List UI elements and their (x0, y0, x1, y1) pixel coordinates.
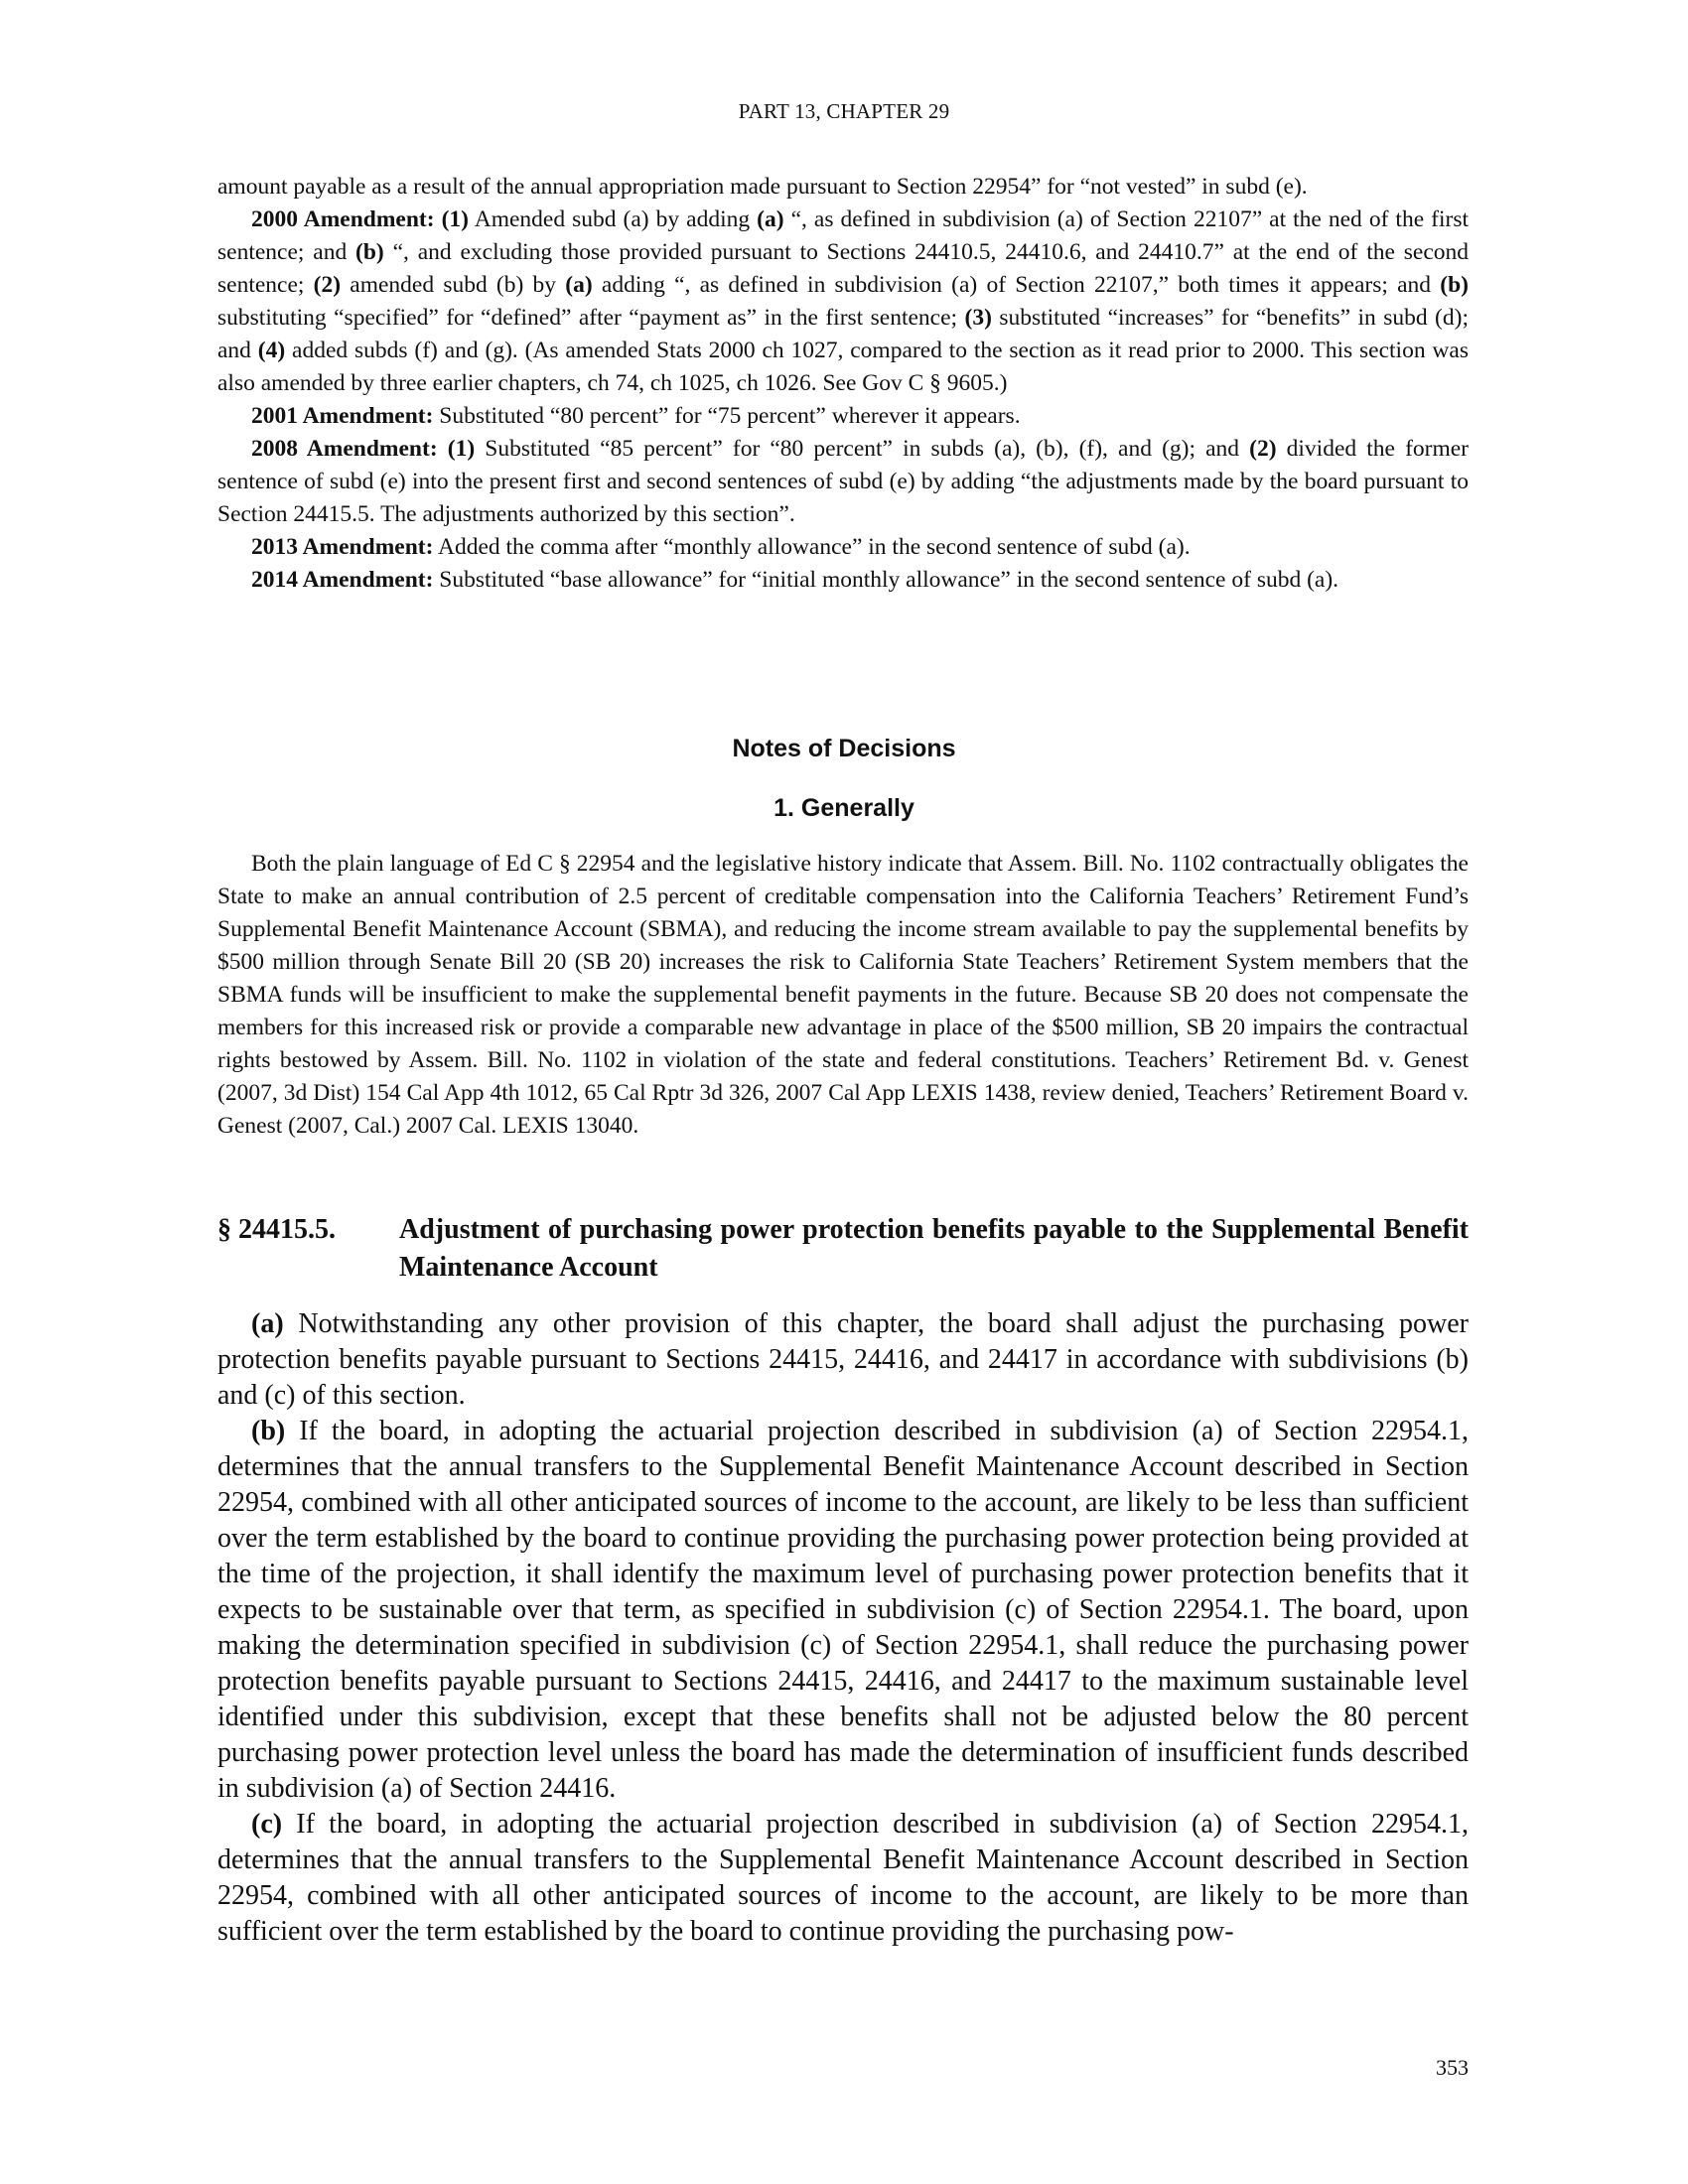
subdivision-label: (a) (251, 1308, 284, 1339)
page-number: 353 (1436, 2055, 1469, 2080)
subdivision-label: (c) (251, 1809, 283, 1840)
subdivision-label: (b) (251, 1416, 286, 1446)
section-title: Adjustment of purchasing power protection benefits payable to the Supplemental Benefit Maintenance Account (399, 1214, 1469, 1283)
amendment-history (217, 171, 1469, 597)
running-head: PART 13, CHAPTER 29 (738, 99, 950, 123)
decision-note: Both the plain language of Ed C § 22954 and the legislative history indicate that Assem. Bill. No. 1102 contractually obligates the State to make an annual contribution of 2.5 percent of creditable compensation into the California Teachers’ Retirement Fund’s Supplemental Benefit Maintenance Account (SBMA), and reducing the income stream available to pay the supplemental benefits by $500 million through Senate Bill 20 (SB 20) increases the risk to California State Teachers’ Retirement System members that the SBMA funds will be insufficient to make the supplemental benefit payments in the future. Because SB 20 does not compensate the members for this increased risk or provide a comparable new advantage in place of the $500 million, SB 20 impairs the contractual rights bestowed by Assem. Bill. No. 1102 in violation of the state and federal constitutions. Teachers’ Retirement Bd. v. Genest (2007, 3d Dist) 154 Cal App 4th 1012, 65 Cal Rptr 3d 326, 2007 Cal App LEXIS 1438, review denied, Teachers’ Retirement Board v. Genest (2007, Cal.) 2007 Cal. LEXIS 13040. (217, 851, 1469, 1139)
generally-subheading: 1. Generally (774, 794, 914, 822)
subdivision-c: (c) If the board, in adopting the actuarial projection described in subdivision (a) of Section 22954.1, determines that the annual transfers to the Supplemental Benefit Maintenance Account described in Section 22954, combined with all other anticipated sources of income to the account, are likely to be more than sufficient over the term established by the board to continue providing the purchasing pow- (217, 1809, 1469, 1947)
amendment-2014: 2014 Amendment: Substituted “base allowance” for “initial monthly allowance” in the second sentence of subd (a). (251, 567, 1339, 593)
section-number: § 24415.5. (217, 1214, 336, 1245)
amendment-label: 2013 Amendment: (251, 534, 434, 560)
history-continuation: amount payable as a result of the annual appropriation made pursuant to Section 22954” for “not vested” in subd (e). (217, 174, 1308, 200)
subdivision-a: (a) Notwithstanding any other provision of this chapter, the board shall adjust the purchasing power protection benefits payable pursuant to Sections 24415, 24416, and 24417 in accordance with subdivisions (b) and (c) of this section. (217, 1308, 1469, 1411)
amendment-2008: 2008 Amendment: (1) Substituted “85 percent” for “80 percent” in subds (a), (b), (f), and (g); and (2) divided the former sentence of subd (e) into the present first and second sentences of subd (e) by adding “the adjustments made by the board pursuant to Section 24415.5. The adjustments authorized by this section”. (217, 436, 1470, 527)
amendment-label: 2014 Amendment: (251, 567, 434, 593)
amendment-label: 2000 Amendment: (251, 206, 435, 232)
amendment-2013: 2013 Amendment: Added the comma after “monthly allowance” in the second sentence of subd (a). (251, 534, 1191, 560)
amendment-label: 2001 Amendment: (251, 403, 434, 429)
amendment-label: 2008 Amendment: (251, 436, 438, 462)
amendment-2001: 2001 Amendment: Substituted “80 percent” for “75 percent” wherever it appears. (251, 403, 1021, 429)
subdivision-b: (b) If the board, in adopting the actuarial projection described in subdivision (a) of Section 22954.1, determines that the annual transfers to the Supplemental Benefit Maintenance Account described in Section 22954, combined with all other anticipated sources of income to the account, are likely to be less than sufficient over the term established by the board to continue providing the purchasing power protection being provided at the time of the projection, it shall identify the maximum level of purchasing power protection benefits that it expects to be sustainable over that term, as specified in subdivision (c) of Section 22954.1. The board, upon making the determination specified in subdivision (c) of Section 22954.1, shall reduce the purchasing power protection benefits payable pursuant to Sections 24415, 24416, and 24417 to the maximum sustainable level identified under this subdivision, except that these benefits shall not be adjusted below the 80 percent purchasing power protection level unless the board has made the determination of insufficient funds described in subdivision (a) of Section 24416. (217, 1416, 1469, 1804)
amendment-2000: 2000 Amendment: (1) Amended subd (a) by adding (a) “, as defined in subdivision (a) of Section 22107” at the ned of the first sentence; and (b) “, and excluding those provided pursuant to Sections 24410.5, 24410.6, and 24410.7” at the end of the second sentence; (2) amended subd (b) by (a) adding “, as defined in subdivision (a) of Section 22107,” both times it appears; and (b) substituting “specified” for “defined” after “payment as” in the first sentence; (3) substituted “increases” for “benefits” in subd (d); and (4) added subds (f) and (g). (As amended Stats 2000 ch 1027, compared to the section as it read prior to 2000. This section was also amended by three earlier chapters, ch 74, ch 1025, ch 1026. See Gov C § 9605.) (217, 206, 1470, 396)
statute-text (217, 1306, 1469, 1950)
notes-of-decisions-heading: Notes of Decisions (732, 735, 956, 762)
